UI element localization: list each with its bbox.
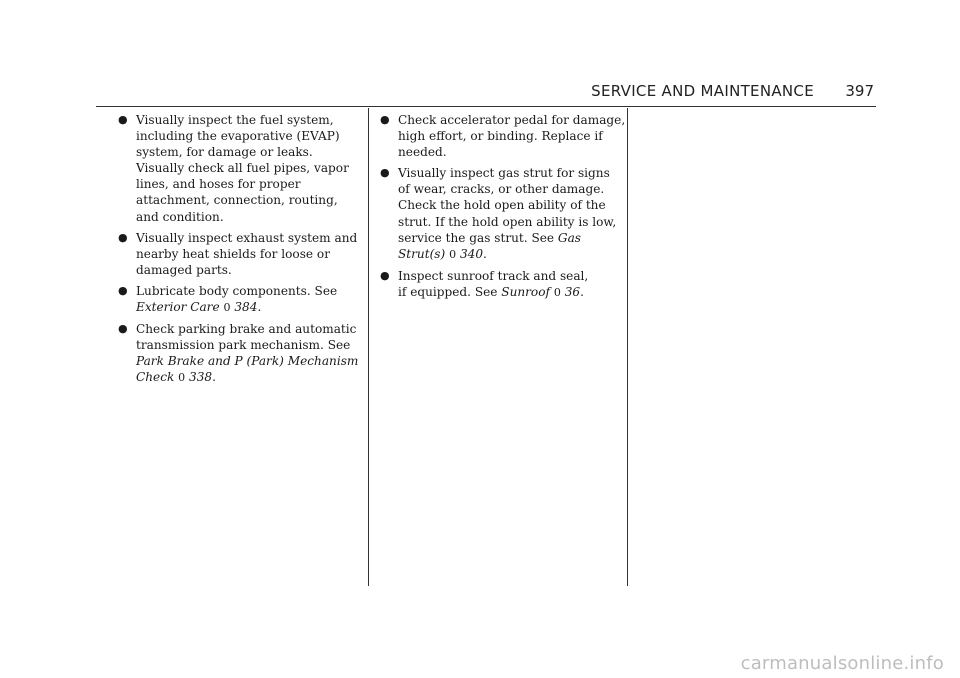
list-item [380,268,616,301]
text-line: Check the hold open ability of the [398,198,606,213]
text-line: of wear, cracks, or other damage. [398,182,605,197]
watermark: carmanualsonline.info [740,653,944,674]
list-item [380,165,616,263]
text-fragment: if equipped. See [398,284,498,299]
list-item [118,112,354,225]
text-line: needed. [398,145,447,160]
left-column [118,112,359,392]
reference-page: 36 [564,284,581,299]
text-line: attachment, connection, routing, [136,193,338,208]
text-line: damaged parts. [136,262,232,277]
text-fragment: service the gas strut. See [398,230,555,245]
reference-page: 338 [189,370,213,385]
bullet-icon: ● [118,230,128,244]
text-line: Check parking brake and automatic [136,322,357,337]
reference-title: Park Brake and P (Park) Mechanism [136,354,359,369]
section-title: SERVICE AND MAINTENANCE [591,82,814,100]
text-line: strut. If the hold open ability is low, [398,214,617,229]
text-line: Visually inspect the fuel system, [136,113,334,127]
text-line: and condition. [136,209,224,224]
bullet-icon: ● [380,268,390,282]
text-line: Inspect sunroof track and seal, [398,268,589,283]
list-item [380,112,626,160]
text-line: transmission park mechanism. See [136,338,351,353]
reference-title: Strut(s) [398,246,446,261]
cross-reference[interactable] [501,285,580,299]
reference-title: Check [136,370,175,385]
text-line: Visually inspect gas strut for signs [398,166,610,181]
bullet-icon: ● [118,283,128,297]
list-item [118,321,359,386]
reference-title: Exterior Care [136,300,220,315]
cross-reference[interactable]: Check 0 338. [136,370,216,385]
text-line: high effort, or binding. Replace if [398,129,603,144]
page-header [96,82,876,107]
text-line: Visually inspect exhaust system and [136,230,358,245]
text-line: Check accelerator pedal for damage, [398,113,626,127]
text-line: Lubricate body components. See [136,283,338,298]
reference-page: 340 [459,246,484,261]
reference-title[interactable]: Gas [557,230,581,245]
text-line: Visually check all fuel pipes, vapor [136,161,349,176]
list-item [118,283,354,316]
page-ref-arrow-icon: 0 [553,285,561,299]
text-line: if equipped. See Sunroof 0 36. [398,284,584,299]
text-line [398,230,616,246]
cross-reference-title-line[interactable] [136,353,359,369]
column-divider [627,108,628,586]
reference-title: Sunroof [501,284,550,299]
list-item [118,230,358,278]
cross-reference[interactable]: Strut(s) 0 340. [398,246,487,261]
bullet-icon: ● [380,113,390,126]
bullet-icon: ● [118,113,128,126]
column-divider [368,108,369,586]
bullet-icon: ● [380,166,390,180]
page-ref-arrow-icon: 0 [178,371,186,385]
cross-reference[interactable]: Exterior Care 0 384. [136,300,262,315]
middle-column [380,112,626,306]
text-line: system, for damage or leaks. [136,145,313,160]
page-number: 397 [845,82,874,100]
text-line: including the evaporative (EVAP) [136,129,340,144]
text-line: lines, and hoses for proper [136,177,301,192]
page-ref-arrow-icon: 0 [223,301,231,315]
bullet-icon: ● [118,322,128,336]
text-line: nearby heat shields for loose or [136,246,330,261]
page-ref-arrow-icon: 0 [449,247,457,261]
reference-page: 384 [234,300,258,315]
